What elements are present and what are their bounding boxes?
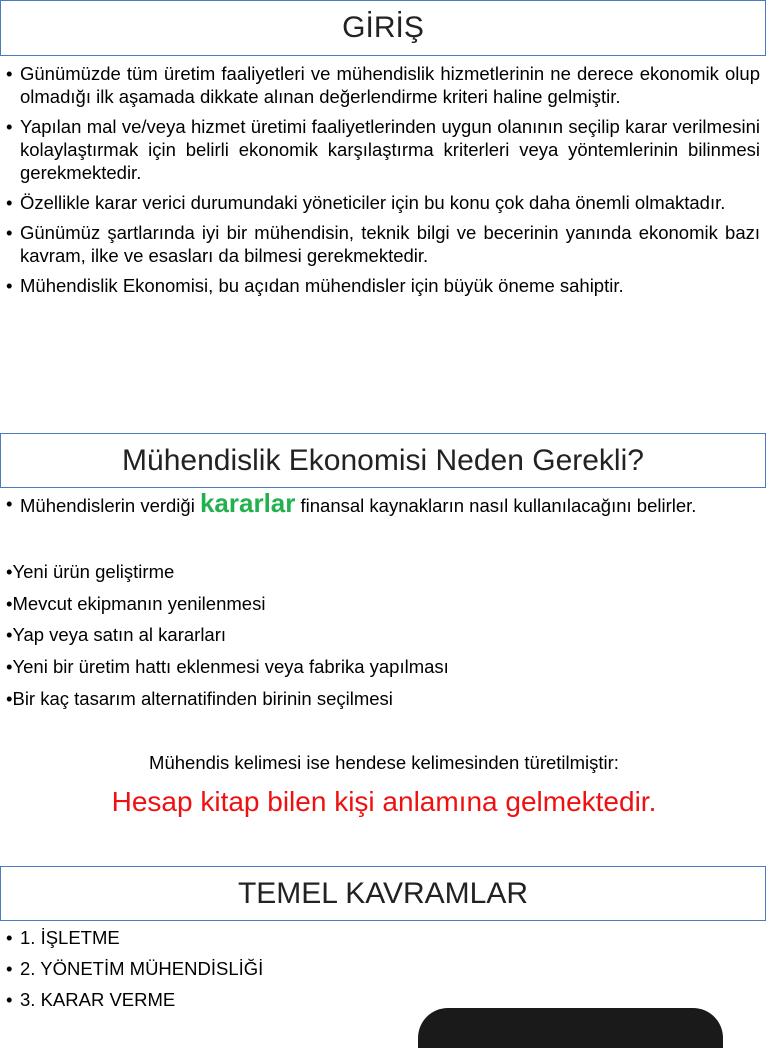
list-item: • 3. KARAR VERME: [6, 989, 176, 1010]
kararlar-highlight: kararlar: [199, 488, 296, 518]
list-item: •Mevcut ekipmanın yenilenmesi: [6, 593, 266, 614]
neden-gerekli-list: [6, 488, 760, 527]
list-item: • Yapılan mal ve/veya hizmet üretimi faaliyetlerinden uygun olanının seçilip karar verilmesini kolaylaştırmak için belirli ekonomik karşılaştırma kriterleri veya yöntemlerinin bilinmesi gerekmektedir.: [6, 116, 760, 183]
list-item: • 1. İŞLETME: [6, 927, 120, 948]
section-temel-kavramlar-title-box: [0, 866, 766, 921]
section-neden-gerekli-title-box: [0, 433, 766, 488]
list-item: •Yap veya satın al kararları: [6, 624, 227, 645]
section-giris-title-box: [0, 0, 766, 56]
bullet-dot: •: [6, 63, 13, 84]
section-neden-gerekli-title: Mühendislik Ekonomisi Neden Gerekli?: [122, 443, 644, 477]
red-emphasis: Hesap kitap bilen kişi anlamına gelmektedir.: [111, 786, 657, 817]
intro-item: • Mühendislerin verdiği kararlar finansal kaynakların nasıl kullanılacağını belirler.: [6, 488, 697, 518]
bullet-dot: •: [6, 222, 13, 243]
bullet-dot: •: [6, 493, 13, 514]
giris-bullet-list: [6, 62, 760, 304]
muhendis-note: Mühendis kelimesi ise hendese kelimesinden türetilmiştir:: [149, 752, 619, 773]
list-item: • Günümüz şartlarında iyi bir mühendisin, teknik bilgi ve becerinin yanında ekonomik bazı kavram, ilke ve esasları da bilmesi gerekmektedir.: [6, 222, 760, 266]
list-item: •Yeni bir üretim hattı eklenmesi veya fabrika yapılması: [6, 656, 449, 677]
bullet-dot: •: [6, 275, 13, 296]
bullet-dot: •: [6, 958, 13, 979]
bullet-dot: •: [6, 927, 13, 948]
list-item: • 2. YÖNETİM MÜHENDİSLİĞİ: [6, 958, 264, 979]
section-temel-kavramlar-title: TEMEL KAVRAMLAR: [237, 876, 529, 910]
bullet-dot: •: [6, 116, 13, 137]
temel-kavramlar-list: [6, 926, 760, 1019]
bullet-dot: •: [6, 989, 13, 1010]
list-item: •Bir kaç tasarım alternatifinden birinin seçilmesi: [6, 688, 393, 709]
bullet-dot: •: [6, 192, 13, 213]
list-item: • Mühendislik Ekonomisi, bu açıdan mühendisler için büyük öneme sahiptir.: [6, 275, 624, 296]
list-item: • Özellikle karar verici durumundaki yöneticiler için bu konu çok daha önemli olmaktadır.: [6, 192, 726, 213]
section-giris-title: GİRİŞ: [342, 11, 424, 44]
list-item: •Yeni ürün geliştirme: [6, 561, 175, 582]
photo-image: [418, 1008, 723, 1048]
list-item: • Günümüzde tüm üretim faaliyetleri ve mühendislik hizmetlerinin ne derece ekonomik olup olmadığı ilk aşamada dikkate alınan değerlendirme kriteri haline gelmiştir.: [6, 63, 760, 107]
